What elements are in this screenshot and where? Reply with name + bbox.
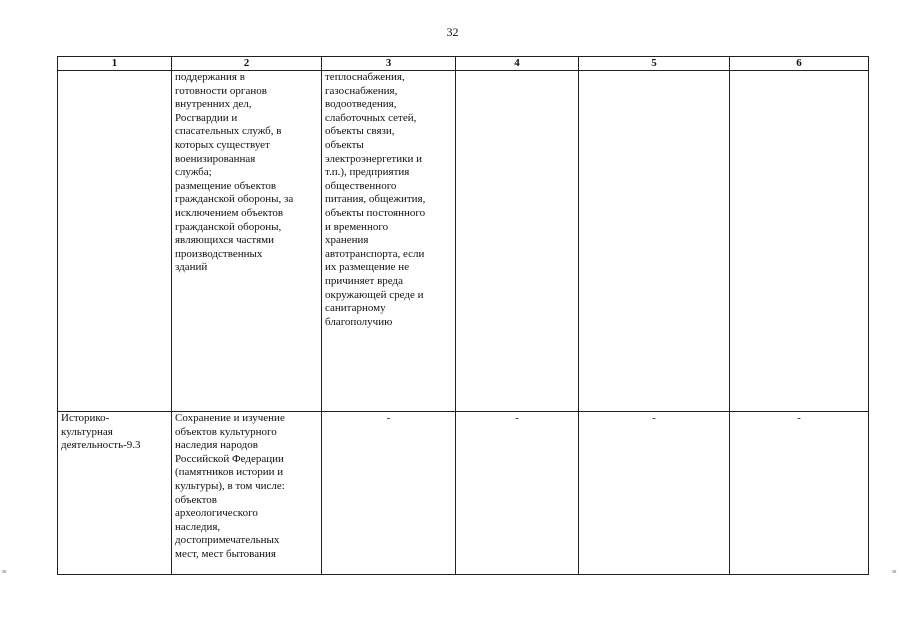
table-cell xyxy=(322,412,456,575)
cell-text: - xyxy=(386,412,391,424)
cell-text: теплоснабжения, газоснабжения, водоотведения, слаботочных сетей, объекты связи, объекты электроэнергетики и т.п.), предприятия общественного питания, общежития, объекты постоянного и временного хранения автотранспорта, если их размещение не причиняет вреда окружающей среде и санитарному благополучию xyxy=(325,71,426,328)
cell-text: - xyxy=(797,412,801,424)
table-cell xyxy=(730,71,869,412)
column-header-5: 5 xyxy=(579,57,730,71)
table-cell xyxy=(579,71,730,412)
table-cell xyxy=(58,412,172,575)
column-header-2: 2 xyxy=(172,57,322,71)
column-header-3: 3 xyxy=(322,57,456,71)
column-header-1: 1 xyxy=(58,57,172,71)
table-header-row xyxy=(58,57,869,71)
page-number: 32 xyxy=(446,25,459,39)
cell-text: Сохранение и изучение объектов культурного наследия народов Российской Федерации (памятников истории и культуры), в том числе: объектов археологического наследия, достопримечательных мест, мест бытования xyxy=(175,412,285,560)
cell-text: поддержания в готовности органов внутренних дел, Росгвардии и спасательных служб, в которых существует военизированная служба; размещение объектов гражданской обороны, за исключением объектов гражданской обороны, являющихся частями производственных зданий xyxy=(175,71,294,274)
table-cell xyxy=(172,71,322,412)
regulations-table xyxy=(57,56,869,575)
table-cell xyxy=(456,412,579,575)
cell-text: - xyxy=(652,412,656,424)
cell-text: Историко- культурная деятельность-9.3 xyxy=(61,412,141,452)
right-margin-mark: ≡ xyxy=(892,567,897,576)
cell-text: - xyxy=(515,412,519,424)
table-cell xyxy=(579,412,730,575)
table-row xyxy=(58,412,869,575)
table-row xyxy=(58,71,869,412)
left-margin-mark: ≡ xyxy=(2,567,7,576)
table-cell xyxy=(730,412,869,575)
column-header-6: 6 xyxy=(730,57,869,71)
table-cell xyxy=(58,71,172,412)
table-cell xyxy=(456,71,579,412)
table-cell xyxy=(322,71,456,412)
column-header-4: 4 xyxy=(456,57,579,71)
table-cell xyxy=(172,412,322,575)
